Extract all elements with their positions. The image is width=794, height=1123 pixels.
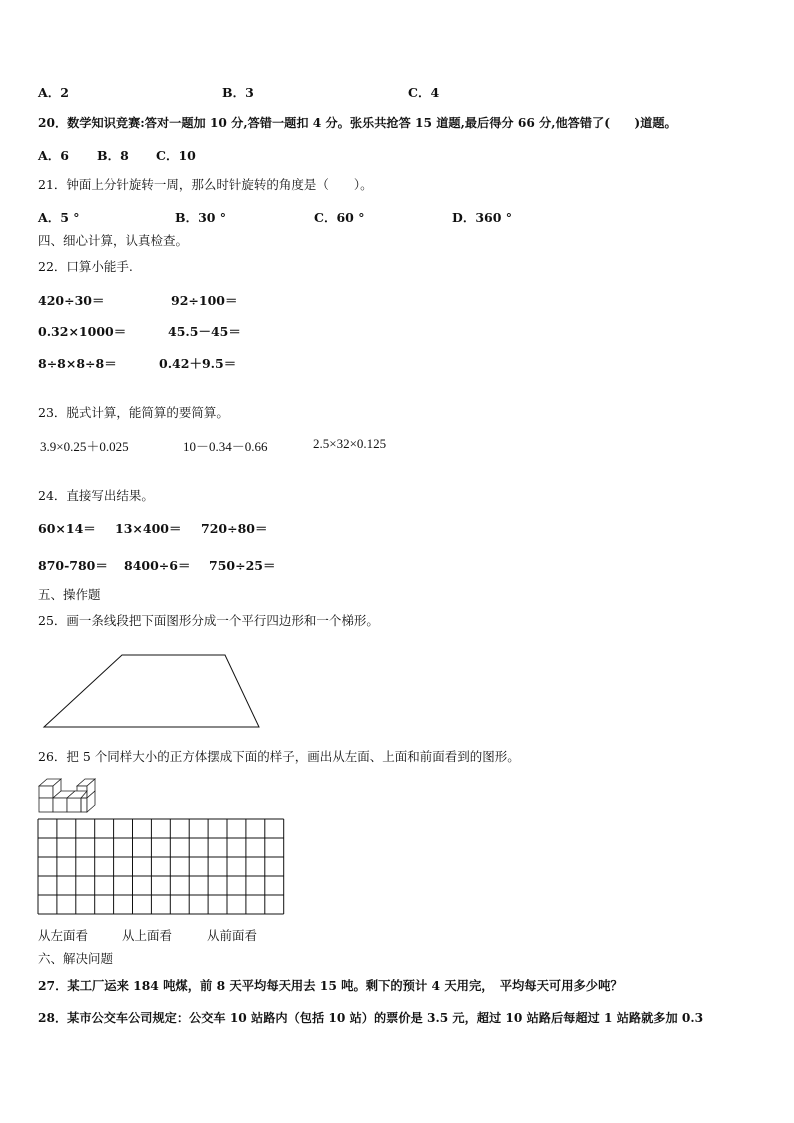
- q24-item: 13×400＝: [115, 521, 182, 536]
- q20-stem: 20．数学知识竞赛:答对一题加 10 分,答错一题扣 4 分。张乐共抢答 15 道题,最后得分 66 分,他答错了( )道题。: [38, 116, 677, 130]
- q21-option-c: C．60 °: [314, 210, 365, 225]
- view-label-top: 从上面看: [122, 928, 173, 943]
- q23-item: 3.9×0.25＋0.025: [40, 439, 129, 454]
- q20-option-a: A．6: [38, 148, 69, 163]
- q19-option-a: A．2: [38, 85, 69, 100]
- q21-option-b: B．30 °: [175, 210, 227, 225]
- q24-item: 750÷25＝: [209, 558, 276, 573]
- q22-stem: 22．口算小能手.: [38, 259, 133, 274]
- q24-item: 720÷80＝: [201, 521, 268, 536]
- section5-title: 五、操作题: [38, 587, 101, 602]
- q25-stem: 25．画一条线段把下面图形分成一个平行四边形和一个梯形。: [38, 613, 379, 628]
- q27-stem: 27．某工厂运来 184 吨煤，前 8 天平均每天用去 15 吨。剩下的预计 4 天用完， 平均每天可用多少吨？: [38, 978, 623, 993]
- view-label-left: 从左面看: [38, 928, 89, 943]
- q22-item: 420÷30＝: [38, 293, 105, 308]
- section4-title: 四、细心计算，认真检查。: [38, 233, 189, 248]
- q24-item: 8400÷6＝: [124, 558, 191, 573]
- q21-stem: 21．钟面上分针旋转一周，那么时针旋转的角度是（ ）。: [38, 177, 373, 192]
- q22-item: 0.42＋9.5＝: [159, 356, 237, 371]
- q28-stem: 28．某市公交车公司规定：公交车 10 站路内（包括 10 站）的票价是 3.5 元，超过 10 站路后每超过 1 站路就多加 0.3: [38, 1011, 704, 1025]
- q24-item: 60×14＝: [38, 521, 96, 536]
- answer-grid[interactable]: [37, 818, 285, 915]
- view-label-front: 从前面看: [207, 928, 258, 943]
- q21-option-a: A．5 °: [38, 210, 80, 225]
- q24-stem: 24．直接写出结果。: [38, 488, 154, 503]
- section6-title: 六、解决问题: [38, 951, 114, 966]
- q22-item: 0.32×1000＝: [38, 324, 127, 339]
- q22-item: 92÷100＝: [171, 293, 238, 308]
- q19-option-b: B．3: [222, 85, 254, 100]
- cube-stack-figure: [36, 778, 98, 814]
- q19-option-c: C．4: [408, 85, 440, 100]
- q23-stem: 23．脱式计算，能简算的要简算。: [38, 405, 229, 420]
- q26-stem: 26．把 5 个同样大小的正方体摆成下面的样子，画出从左面、上面和前面看到的图形。: [38, 749, 520, 764]
- q24-item: 870-780＝: [38, 558, 108, 573]
- q22-item: 45.5－45＝: [168, 324, 241, 339]
- q22-item: 8÷8×8÷8＝: [38, 356, 117, 371]
- q21-option-d: D．360 °: [452, 210, 513, 225]
- q23-item: 10－0.34－0.66: [183, 439, 268, 454]
- q20-option-b: B．8: [97, 148, 129, 163]
- trapezoid-figure: [38, 648, 268, 732]
- q20-option-c: C．10: [156, 148, 196, 163]
- q23-item: 2.5×32×0.125: [313, 436, 387, 451]
